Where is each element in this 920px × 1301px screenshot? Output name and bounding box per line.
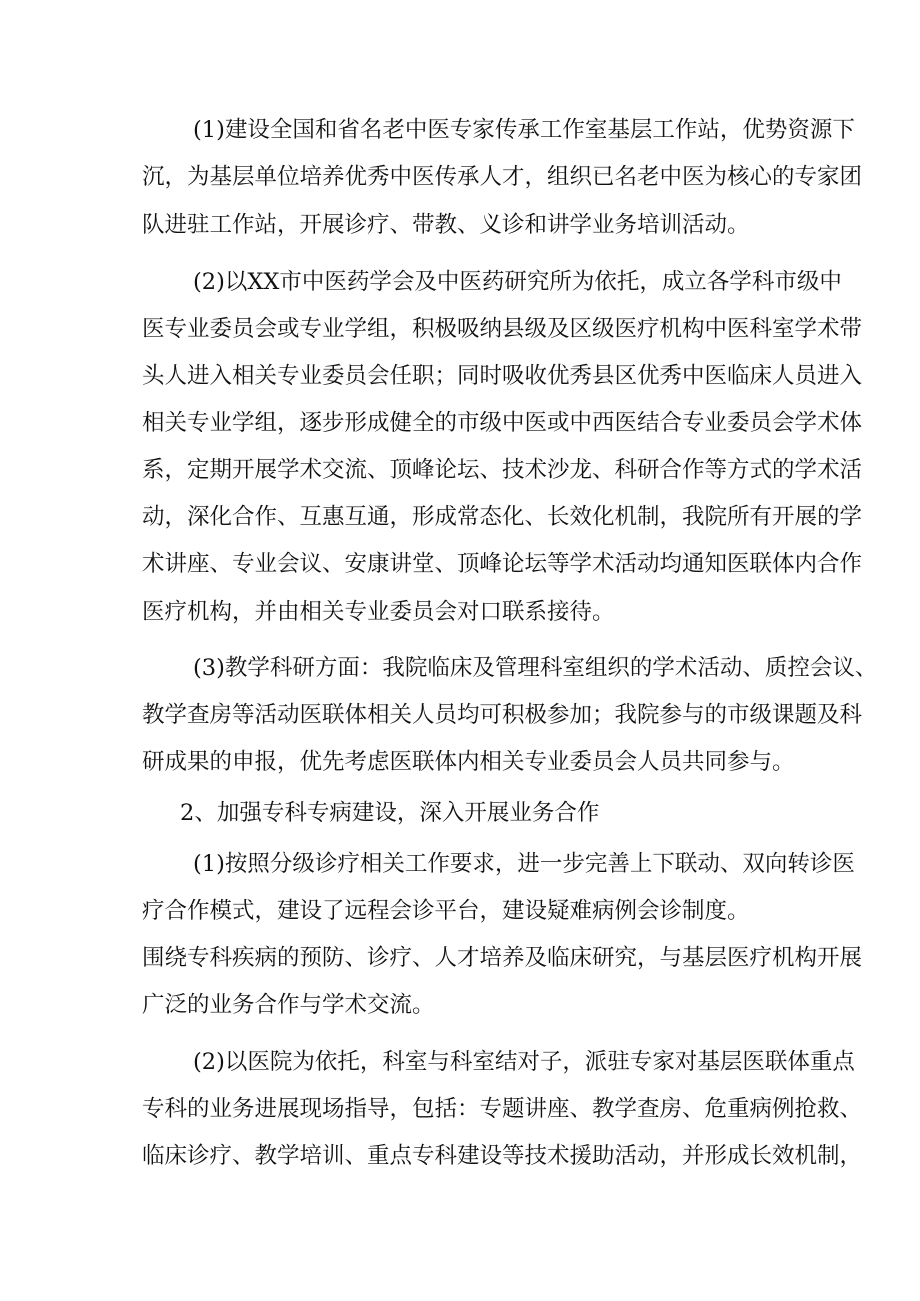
paragraph-3-line-2: 教学查房等活动医联体相关人员均可积极参加；我院参与的市级课题及科 (142, 702, 863, 728)
paragraph-2-line-5: 系，定期开展学术交流、顶峰论坛、技术沙龙、科研合作等方式的学术活 (142, 457, 863, 483)
paragraph-2-line-6: 动，深化合作、互惠互通，形成常态化、长效化机制，我院所有开展的学 (142, 504, 863, 530)
paragraph-2-line-7: 术讲座、专业会议、安康讲堂、顶峰论坛等学术活动均通知医联体内合作 (142, 551, 863, 577)
paragraph-4-line-1: (1)按照分级诊疗相关工作要求，进一步完善上下联动、双向转诊医 (193, 851, 855, 877)
paragraph-2-line-1: (2)以XX市中医药学会及中医药研究所为依托，成立各学科市级中 (193, 269, 842, 295)
section-heading-2: 2、加强专科专病建设，深入开展业务合作 (180, 800, 600, 826)
paragraph-3-line-3: 研成果的申报，优先考虑医联体内相关专业委员会人员共同参与。 (142, 749, 795, 775)
paragraph-6-line-2: 专科的业务进展现场指导，包括：专题讲座、教学查房、危重病例抢救、 (142, 1096, 863, 1122)
paragraph-2-line-3: 头人进入相关专业委员会任职；同时吸收优秀县区优秀中医临床人员进入 (142, 363, 863, 389)
paragraph-5-line-2: 广泛的业务合作与学术交流。 (142, 992, 435, 1018)
paragraph-1-line-2: 沉，为基层单位培养优秀中医传承人才，组织已名老中医为核心的专家团 (142, 164, 863, 190)
paragraph-6-line-3: 临床诊疗、教学培训、重点专科建设等技术援助活动，并形成长效机制， (142, 1143, 863, 1169)
paragraph-1-line-1: (1)建设全国和省名老中医专家传承工作室基层工作站，优势资源下 (193, 117, 855, 143)
paragraph-1-line-3: 队进驻工作站，开展诊疗、带教、义诊和讲学业务培训活动。 (142, 212, 750, 238)
paragraph-3-line-1: (3)教学科研方面：我院临床及管理科室组织的学术活动、质控会议、 (193, 655, 878, 681)
paragraph-2-line-2: 医专业委员会或专业学组，积极吸纳县级及区级医疗机构中医科室学术带 (142, 316, 863, 342)
paragraph-2-line-4: 相关专业学组，逐步形成健全的市级中医或中西医结合专业委员会学术体 (142, 410, 863, 436)
paragraph-4-line-2: 疗合作模式，建设了远程会诊平台，建设疑难病例会诊制度。 (142, 898, 750, 924)
paragraph-6-line-1: (2)以医院为依托，科室与科室结对子，派驻专家对基层医联体重点 (193, 1049, 855, 1075)
paragraph-2-line-8: 医疗机构，并由相关专业委员会对口联系接待。 (142, 599, 615, 625)
paragraph-5-line-1: 围绕专科疾病的预防、诊疗、人才培养及临床研究，与基层医疗机构开展 (142, 945, 863, 971)
